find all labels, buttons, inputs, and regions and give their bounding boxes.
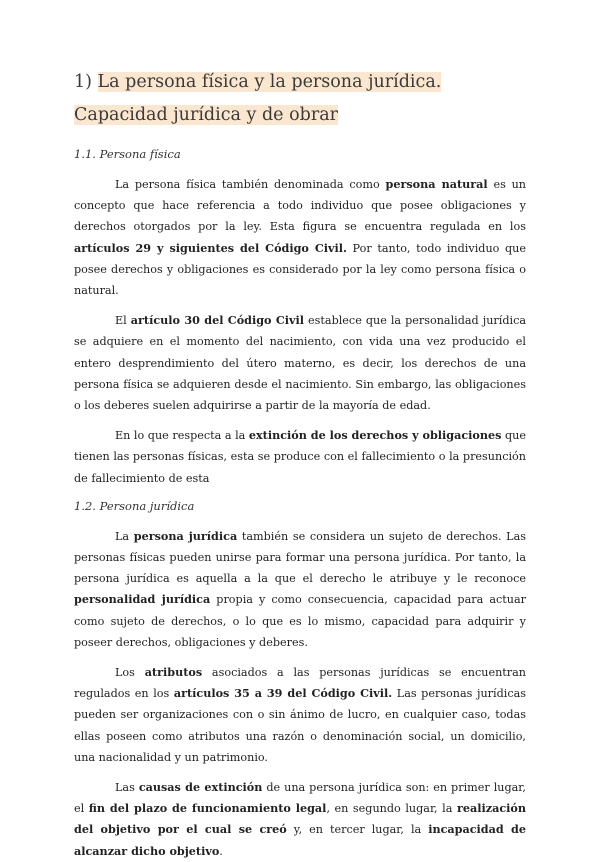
text-run: Las (115, 781, 139, 795)
text-run: La persona física también denominada como (115, 178, 386, 191)
section-persona-juridica (74, 498, 526, 862)
bold-text: persona jurídica (133, 528, 238, 543)
bold-text: persona natural (385, 177, 488, 191)
bold-text: incapacidad de alcanzar dicho objetivo (74, 822, 526, 858)
paragraph (74, 425, 526, 489)
text-run: también se considera un sujeto de derechos. Las personas físicas pueden unirse para formar una persona jurídica. Por tanto, la persona jurídica es aquella a la que el derecho le atribuye y le reconoce (74, 529, 526, 586)
bold-text: artículos 35 a 39 del Código Civil. (173, 686, 393, 701)
bold-text: artículo 30 del Código Civil (130, 313, 305, 328)
bold-text: causas de extinción (138, 780, 263, 795)
text-run: La (115, 529, 134, 543)
text-run: establece que la personalidad jurídica se adquiere en el momento del nacimiento, con vida una vez producido el entero desprendimiento del útero materno, es decir, los derechos de una persona física se adquieren desde el nacimiento. Sin embargo, las obligaciones o los deberes suelen adquirirse a partir de la mayoría de edad. (74, 314, 527, 413)
bold-text: artículos 29 y siguientes del Código Civil. (74, 240, 347, 255)
text-run: es un concepto que hace referencia a todo individuo que posee obligaciones y derechos otorgados por la ley. Esta figura se encuentra regulada en los (74, 178, 526, 234)
text-run: y, en tercer lugar, la (286, 823, 429, 837)
text-run: . (219, 844, 223, 858)
text-run: , en segundo lugar, la (326, 802, 457, 816)
text-run: Las personas jurídicas pueden ser organizaciones con o sin ánimo de lucro, en cualquier caso, todas ellas poseen como atributos una razón o denominación social, un domicilio, una nacionalidad y un patrimonio. (74, 687, 526, 764)
section-heading: 1.1. Persona física (74, 147, 181, 161)
paragraph (74, 310, 526, 416)
text-run: Por tanto, todo individuo que posee derechos y obligaciones es considerado por la ley como persona física o natural. (74, 241, 526, 298)
paragraph (74, 662, 526, 768)
page-title (74, 66, 526, 132)
text-run: asociados a las personas jurídicas se encuentran regulados en los (74, 666, 526, 701)
section-heading: 1.2. Persona jurídica (74, 498, 195, 513)
text-run: propia y como consecuencia, capacidad para actuar como sujeto de derechos, o lo que es lo mismo, capacidad para adquirir y poseer derechos, obligaciones y deberes. (74, 593, 526, 649)
text-run: que tienen las personas físicas, esta se produce con el fallecimiento o la presunción de fallecimiento de esta (74, 429, 526, 485)
text-run: El (115, 314, 131, 328)
text-run: de una persona jurídica son: en primer lugar, el (74, 781, 526, 816)
paragraph (74, 174, 526, 301)
title-text: La persona física y la persona jurídica. Capacidad jurídica y de obrar (74, 72, 442, 125)
text-run: Los (115, 666, 145, 680)
bold-text: fin del plazo de funcionamiento legal (88, 801, 327, 816)
paragraph (74, 526, 526, 653)
text-run: En lo que respecta a la (115, 429, 249, 443)
bold-text: atributos (144, 665, 203, 680)
paragraph (74, 777, 526, 862)
bold-text: personalidad jurídica (74, 592, 211, 607)
bold-text: realización del objetivo por el cual se creó (74, 801, 527, 837)
bold-text: extinción de los derechos y obligaciones (248, 428, 502, 443)
title-number: 1) (74, 72, 92, 92)
section-persona-fisica (74, 146, 526, 489)
